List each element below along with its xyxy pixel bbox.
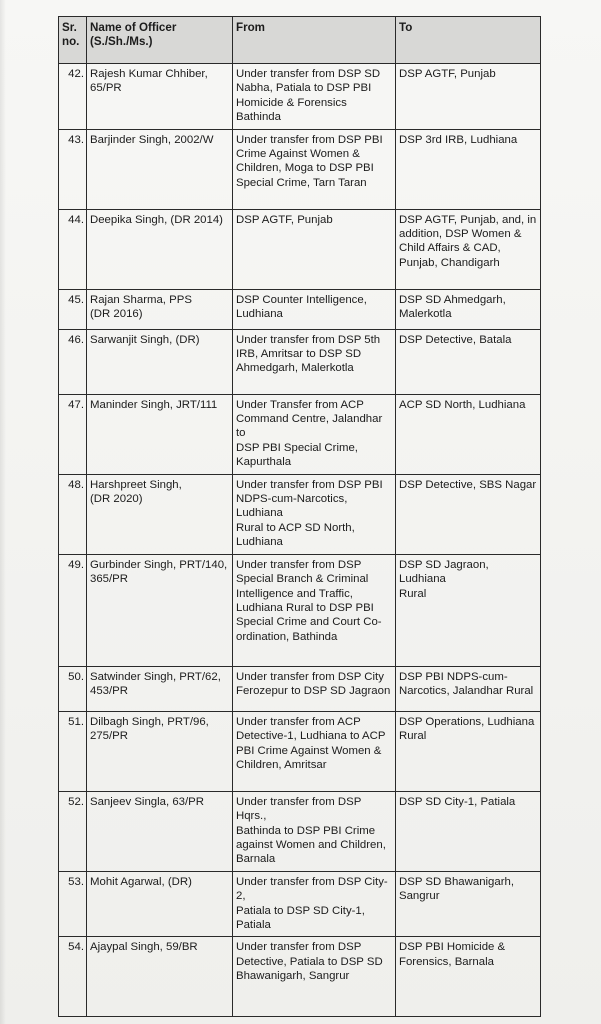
row-to: DSP PBI NDPS-cum- Narcotics, Jalandhar Rural	[396, 666, 541, 711]
row-sr-no: 51.	[59, 711, 87, 791]
row-officer-name: Rajan Sharma, PPS (DR 2016)	[87, 289, 233, 329]
row-to: DSP Detective, Batala	[396, 329, 541, 394]
table-body	[59, 64, 541, 1017]
table-row	[59, 64, 541, 130]
header-name-of-officer: Name of Officer (S./Sh./Ms.)	[87, 17, 233, 64]
row-from: Under transfer from DSP PBI Crime Against Women & Children, Moga to DSP PBI Special Crime, Tarn Taran	[233, 129, 396, 209]
table-row	[59, 554, 541, 666]
row-to: DSP Detective, SBS Nagar	[396, 474, 541, 554]
row-to: DSP SD City-1, Patiala	[396, 791, 541, 871]
row-from: Under transfer from DSP SD Nabha, Patiala to DSP PBI Homicide & Forensics Bathinda	[233, 64, 396, 130]
row-officer-name: Barjinder Singh, 2002/W	[87, 129, 233, 209]
row-sr-no: 54.	[59, 937, 87, 1017]
row-from: Under transfer from DSP City-2, Patiala to DSP SD City-1, Patiala	[233, 871, 396, 937]
row-sr-no: 46.	[59, 329, 87, 394]
row-to: DSP SD Jagraon, Ludhiana Rural	[396, 554, 541, 666]
row-to: DSP AGTF, Punjab, and, in addition, DSP Women & Child Affairs & CAD, Punjab, Chandigarh	[396, 209, 541, 289]
table-row	[59, 289, 541, 329]
row-sr-no: 43.	[59, 129, 87, 209]
row-officer-name: Sanjeev Singla, 63/PR	[87, 791, 233, 871]
row-from: Under transfer from DSP 5th IRB, Amritsar to DSP SD Ahmedgarh, Malerkotla	[233, 329, 396, 394]
row-from: Under transfer from DSP Detective, Patiala to DSP SD Bhawanigarh, Sangrur	[233, 937, 396, 1017]
row-to: ACP SD North, Ludhiana	[396, 394, 541, 474]
row-officer-name: Harshpreet Singh, (DR 2020)	[87, 474, 233, 554]
row-to: DSP AGTF, Punjab	[396, 64, 541, 130]
row-sr-no: 50.	[59, 666, 87, 711]
row-officer-name: Maninder Singh, JRT/111	[87, 394, 233, 474]
row-to: DSP SD Ahmedgarh, Malerkotla	[396, 289, 541, 329]
row-sr-no: 49.	[59, 554, 87, 666]
row-sr-no: 52.	[59, 791, 87, 871]
table-row	[59, 394, 541, 474]
table-row	[59, 711, 541, 791]
row-sr-no: 45.	[59, 289, 87, 329]
row-from: Under transfer from ACP Detective-1, Ludhiana to ACP PBI Crime Against Women & Children, Amritsar	[233, 711, 396, 791]
row-from: DSP Counter Intelligence, Ludhiana	[233, 289, 396, 329]
row-officer-name: Sarwanjit Singh, (DR)	[87, 329, 233, 394]
table-header-row	[59, 17, 541, 64]
header-to: To	[396, 17, 541, 64]
row-officer-name: Mohit Agarwal, (DR)	[87, 871, 233, 937]
row-from: Under transfer from DSP City Ferozepur to DSP SD Jagraon	[233, 666, 396, 711]
row-from: Under transfer from DSP Special Branch & Criminal Intelligence and Traffic, Ludhiana Rural to DSP PBI Special Crime and Court Co- ordination, Bathinda	[233, 554, 396, 666]
table-row	[59, 666, 541, 711]
row-sr-no: 47.	[59, 394, 87, 474]
row-sr-no: 53.	[59, 871, 87, 937]
row-officer-name: Deepika Singh, (DR 2014)	[87, 209, 233, 289]
table-row	[59, 791, 541, 871]
row-from: DSP AGTF, Punjab	[233, 209, 396, 289]
table-row	[59, 129, 541, 209]
table-row	[59, 937, 541, 1017]
row-sr-no: 44.	[59, 209, 87, 289]
row-to: DSP PBI Homicide & Forensics, Barnala	[396, 937, 541, 1017]
row-to: DSP Operations, Ludhiana Rural	[396, 711, 541, 791]
row-sr-no: 48.	[59, 474, 87, 554]
row-officer-name: Satwinder Singh, PRT/62, 453/PR	[87, 666, 233, 711]
header-sr-no: Sr. no.	[59, 17, 87, 64]
table-row	[59, 871, 541, 937]
table-row	[59, 474, 541, 554]
row-from: Under transfer from DSP Hqrs., Bathinda to DSP PBI Crime against Women and Children, Barnala	[233, 791, 396, 871]
row-officer-name: Rajesh Kumar Chhiber, 65/PR	[87, 64, 233, 130]
row-sr-no: 42.	[59, 64, 87, 130]
header-from: From	[233, 17, 396, 64]
row-from: Under transfer from DSP PBI NDPS-cum-Narcotics, Ludhiana Rural to ACP SD North, Ludhiana	[233, 474, 396, 554]
row-to: DSP 3rd IRB, Ludhiana	[396, 129, 541, 209]
page-edge-shadow	[0, 0, 6, 1024]
table-row	[59, 329, 541, 394]
row-officer-name: Dilbagh Singh, PRT/96, 275/PR	[87, 711, 233, 791]
table-row	[59, 209, 541, 289]
officer-transfer-table	[58, 16, 541, 1017]
row-from: Under Transfer from ACP Command Centre, Jalandhar to DSP PBI Special Crime, Kapurthala	[233, 394, 396, 474]
row-officer-name: Gurbinder Singh, PRT/140, 365/PR	[87, 554, 233, 666]
row-officer-name: Ajaypal Singh, 59/BR	[87, 937, 233, 1017]
row-to: DSP SD Bhawanigarh, Sangrur	[396, 871, 541, 937]
